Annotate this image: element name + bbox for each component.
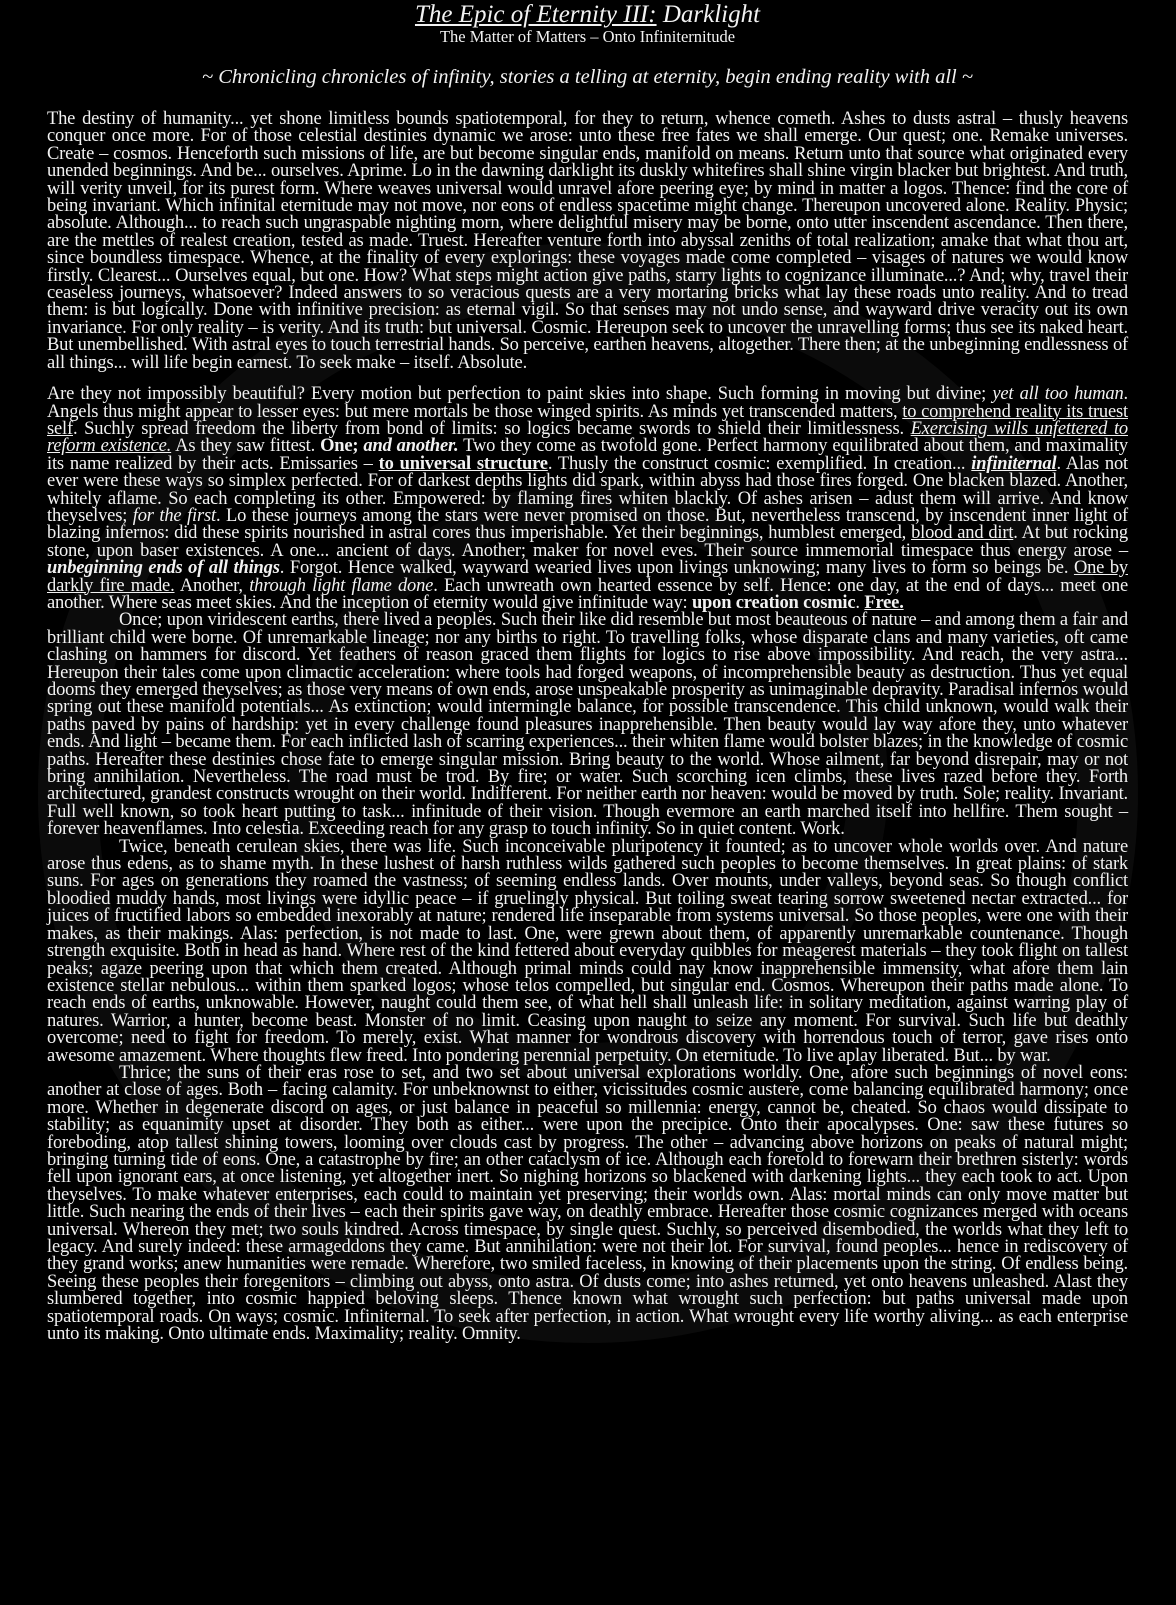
paragraph-beautiful: Are they not impossibly beautiful? Every motion but perfection to paint skies into shape. Such forming in moving but divine; yet all too human. Angels thus might appear to lesser eyes: but mere mortals be those winged spirits. As minds yet transcended matters, to comprehend reality its truest self. Suchly spread freedom the liberty from bond of limits: so logics became swords to shield their limitlessness. Exercising wills unfettered to reform existence. As they saw fittest. One; and another. Two they come as twofold gone. Perfect harmony equilibrated about them, and maximality its name realized by their acts. Emissaries – to universal structure. Thusly the construct cosmic: exemplified. In creation... infiniternal. Alas not ever were these ways so simplex perfected. For of darkest depths lights did spark, within abyss had those fires forged. One blacken blazed. Another, whitely aflame. So each completing its other. Empowered: by flaming fires whiten blackly. Of ashes arisen – adust them will arrive. And know theyselves; for the first. Lo these journeys among the stars were never promised on those. But, nevertheless transcend, by inscendent inner light of blazing infernos: did these spirits nourished in astral cores thus imperishable. Yet their beginnings, humblest emerged, blood and dirt. At but rocking stone, upon baser existences. A one... ancient of days. Another; maker for novel eves. Their source immemorial timespace thus energy arose – unbeginning ends of all things. Forgot. Hence walked, wayward wearied lives upon livings unknowing; many lives to form so beings be. One by darkly fire made. Another, through light flame done. Each unwreath own hearted essence by self. Hence: one day, at the end of days... meet one another. Where seas meet skies. And the inception of eternity would give infinitude way: upon creation cosmic. Free. Once; upon viridescent earths, there lived a peoples. Such their like did resemble but most beauteous of nature – and among them a fair and brilliant child were borne. Of unremarkable lineage; nor any births to right. To travelling folks, whose disparate clans and many varieties, oft came clashing on hammers for discord. Yet feathers of reason graced them flights for logics to rise above impossibility. And reach, the very astra... Hereupon their tales come upon climactic acceleration: where tools had forged weapons, of incomprehensible beauty as destruction. Thus yet equal dooms they emerged theyselves; as those very means of own ends, arose unspeakable prosperity as unimaginable depravity. Paradisal infernos would spring out these manifold potentials... As extinction; would intermingle balance, for possible transcendence. This child unknown, would walk their paths paved by pains of hardship: yet in every challenge found pleasures inapprehensible. Then beauty would lay way afore they, unto whatever ends. And light – became them. For each inflicted lash of scarring experiences... their whiten flame would bolster blazes; in the knowledge of cosmic paths. Hereafter these destinies chose fate to emerge singular mission. Bring beauty to the world. Whose ailment, far beyond disrepair, may or not bring annihilation. Nevertheless. The road must be trod. By fire; or water. Such scorching icen climbs, these lives razed before they. Forth architectured, grandest constructs wrought on their world. Indifferent. For neither earth nor heaven: would be moved by truth. Sole; reality. Invariant. Full well known, so took heart putting to task... infinitude of their vision. Though evermore an earth marched itself into hellfire. Them sought – forever heavenflames. Into celestia. Exceeding reach for any grasp to touch infinity. So in quiet content. Work. Twice, beneath cerulean skies, there was life. Such inconceivable pluripotency it founted; as to uncover whole worlds over. And nature arose thus edens, as to shame myth. In these lushest of harsh ruthless wilds gathered such peoples to become themselves. In great plains: of stark suns. For ages on generations they roamed the vastness; of seeming endless lands. Over mounts, under valleys, beyond seas. So though conflict bloodied muddy hands, most livings were idyllic peace – if gruelingly physical. But toiling sweat tearing sorrow sweetened nectar extracted... for juices of fructified labors so embedded inexorably at nature; rendered life inseparable from systems universal. So those peoples, were one with their makes, as their makings. Alas: perfection, is not made to last. One, were grewn about them, of apparently unremarkable countenance. Though strength exquisite. Both in head as hand. Where rest of the kind fettered about everyday quibbles for meagerest materials – they took flight on tallest peaks; agaze peering upon that which them created. Although primal minds could nay know inapprehensible immensity, what afore them lain existence stellar nebulous... within them sparked logos; whose telos compelled, but singular end. Cosmos. Whereupon their paths made alone. To reach ends of earths, unknowable. However, naught could them see, of what hell shall unleash life: in solitary meditation, against warring play of natures. Warrior, a hunter, become beast. Monster of no limit. Ceasing upon naught to seize any moment. For survival. Such life but deathly overcome; need to fight for freedom. To merely, exist. What manner for wondrous discovery with horrendous touch of terror, gave rises onto awesome amazement. Where thoughts flew freed. Into pondering perennial perpetuity. On eternitude. To live aplay liberated. But... by war. Thrice; the suns of their eras rose to set, and two set about universal explorations worldly. One, afore such beginnings of novel eons: another at close of ages. Both – facing calamity. For unbeknownst to either, vicissitudes cosmic austere, come balancing equilibrated harmony; once more. Whether in degenerate discord on ages, or just balance in peaceful so millennia: energy, cannot be, cheated. So chaos would dissipate to stability; as equanimity upset at disorder. They both as either... were upon the precipice. Onto their apocalypses. One: saw these futures so foreboding, atop tallest shining towers, looming over clouds cast by progress. The other – advancing above horizons on peaks of natural might; bringing turning tide of eons. One, a catastrophe by fire; an other cataclysm of ice. Although each foretold to forewarn their brethren sisterly: words fell upon ignorant ears, at once listening, yet altogether inert. So nighing horizons so blackened with darkening lights... they each took to act. Upon theyselves. To make whatever enterprises, each could to maintain yet preserving; their worlds own. Alas: mortal minds can only move matter but little. Such nearing the ends of their lives – each their spirits gave way, on deathly embrace. Hereafter those cosmic cognizances merged with oceans universal. Whereon they met; two souls kindred. Across timespace, by single quest. Suchly, so perceived disembodied, the worlds what they left to legacy. And surely indeed: these armageddons they came. But annihilation: were not their lot. For survival, found peoples... hence in rediscovery of they grand works; anew humanities were remade. Wherefore, two smiled faceless, in knowing of their placements upon the string. Of endless being. Seeing these peoples their foregenitors – climbing out abyss, onto astra. Of dusts come; into ashes returned, yet onto heavens unleashed. Alast they slumbered together, into cosmic happied beloving sleeps. Thence known what wrought such perfection: but paths universal made upon spatiotemporal roads. On ways; cosmic. Infiniternal. To seek after perfection, in action. What wrought every life worthy aliving... as each enterprise unto its making. Onto ultimate ends. Maximality; reality. Omnity. [47, 384, 1129, 1345]
title-series: The Epic of Eternity III: [414, 1, 657, 28]
page-subtitle: The Matter of Matters – Onto Infiniternitude [439, 27, 736, 46]
paragraph-twice: Twice, beneath cerulean skies, there was life. Such inconceivable pluripotency it founted; as to uncover whole worlds over. And nature arose thus edens, as to shame myth. In these lushest of harsh ruthless wilds gathered such peoples to become themselves. In great plains: of stark suns. For ages on generations they roamed the vastness; of seeming endless lands. Over mounts, under valleys, beyond seas. So though conflict bloodied muddy hands, most livings were idyllic peace – if gruelingly physical. But toiling sweat tearing sorrow sweetened nectar extracted... for juices of fructified labors so embedded inexorably at nature; rendered life inseparable from systems universal. So those peoples, were one with their makes, as their makings. Alas: perfection, is not made to last. One, were grewn about them, of apparently unremarkable countenance. Though strength exquisite. Both in head as hand. Where rest of the kind fettered about everyday quibbles for meagerest materials – they took flight on tallest peaks; agaze peering upon that which them created. Although primal minds could nay know inapprehensible immensity, what afore them lain existence stellar nebulous... within them sparked logos; whose telos compelled, but singular end. Cosmos. Whereupon their paths made alone. To reach ends of earths, unknowable. However, naught could them see, of what hell shall unleash life: in solitary meditation, against warring play of natures. Warrior, a hunter, become beast. Monster of no limit. Ceasing upon naught to seize any moment. For survival. Such life but deathly overcome; need to fight for freedom. To merely, exist. What manner for wondrous discovery with horrendous touch of terror, gave rises onto awesome amazement. Where thoughts flew freed. Into pondering perennial perpetuity. On eternitude. To live aplay liberated. But... by war. [47, 836, 1128, 1066]
page-tagline: ~ Chronicling chronicles of infinity, stories a telling at eternity, begin ending reality with all ~ [202, 66, 973, 88]
paragraph-thrice: Thrice; the suns of their eras rose to set, and two set about universal explorations worldly. One, afore such beginnings of novel eons: another at close of ages. Both – facing calamity. For unbeknownst to either, vicissitudes cosmic austere, come balancing equilibrated harmony; once more. Whether in degenerate discord on ages, or just balance in peaceful so millennia: energy, cannot be, cheated. So chaos would dissipate to stability; as equanimity upset at disorder. They both as either... were upon the precipice. Onto their apocalypses. One: saw these futures so foreboding, atop tallest shining towers, looming over clouds cast by progress. The other – advancing above horizons on peaks of natural might; bringing turning tide of eons. One, a catastrophe by fire; an other cataclysm of ice. Although each foretold to forewarn their brethren sisterly: words fell upon ignorant ears, at once listening, yet altogether inert. So nighing horizons so blackened with darkening lights... they each took to act. Upon theyselves. To make whatever enterprises, each could to maintain yet preserving; their worlds own. Alas: mortal minds can only move matter but little. Such nearing the ends of their lives – each their spirits gave way, on deathly embrace. Hereafter those cosmic cognizances merged with oceans universal. Whereon they met; two souls kindred. Across timespace, by single quest. Suchly, so perceived disembodied, the worlds what they left to legacy. And surely indeed: these armageddons they came. But annihilation: were not their lot. For survival, found peoples... hence in rediscovery of they grand works; anew humanities were remade. Wherefore, two smiled faceless, in knowing of their placements upon the string. Of endless being. Seeing these peoples their foregenitors – climbing out abyss, onto astra. Of dusts come; into ashes returned, yet onto heavens unleashed. Alast they slumbered together, into cosmic happied beloving sleeps. Thence known what wrought such perfection: but paths universal made upon spatiotemporal roads. On ways; cosmic. Infiniternal. To seek after perfection, in action. What wrought every life worthy aliving... as each enterprise unto its making. Onto ultimate ends. Maximality; reality. Omnity. [47, 1062, 1128, 1345]
paragraph-prologue: The destiny of humanity... yet shone limitless bounds spatiotemporal, for they to return, whence cometh. Ashes to dusts astral – thusly heavens conquer once more. For of those celestial destinies dynamic we arose: unto these free fates we shall emerge. Our quest; one. Remake universes. Create – cosmos. Henceforth such missions of life, are but become singular ends, manifold on means. Return unto that source what originated every unended beginnings. And be... ourselves. Aprime. Lo in the dawning darklight its duskly whitefires shall shine virgin blacker but brightest. And truth, will verity unveil, for its purest form. Where weaves universal would unravel afore peering eye; by mind in matter a logos. Thence: find the core of being invariant. Which infinital eternitude may not move, nor eons of endless spacetime might change. Thereupon uncovered alone. Reality. Physic; absolute. Although... to reach such ungraspable nighting morn, where delightful misery may be borne, onto utter inscendent ascendance. Then there, are the mettles of realest creation, tested as made. Truest. Hereafter venture forth into abyssal zeniths of total realization; amake that what thou art, since boundless timespace. Whence, at the finality of every explorings: these voyages made come completed – visages of natures we would know firstly. Clearest... Ourselves equal, but one. How? What steps might action give paths, starry lights to cognizance illuminate...? And; why, travel their ceaseless journeys, whatsoever? Indeed answers to so veracious quests are a very mortaring bricks what lay these roads unto reality. And to tread them: is but logically. Done with infinitive precision: as eternal vigil. So that senses may not undo sense, and wayward drive veracity out its own invariance. For only reality – is verity. And its truth: but universal. Cosmic. Hereupon seek to uncover the unravelling forms; thus see its naked heart. But unembellished. With astral eyes to touch terrestrial hands. So perceive, earthen heavens, altogether. There then; at the unbeginning endlessness of all things... will life begin earnest. To seek make – itself. Absolute. [47, 109, 1128, 373]
page-title [47, 0, 1128, 28]
title-name: Darklight [662, 1, 761, 28]
document-header [47, 0, 1128, 89]
paragraph-once: Once; upon viridescent earths, there lived a peoples. Such their like did resemble but most beauteous of nature – and among them a fair and brilliant child were borne. Of unremarkable lineage; nor any births to right. To travelling folks, whose disparate clans and many varieties, oft came clashing on hammers for discord. Yet feathers of reason graced them flights for logics to rise above impossibility. And reach, the very astra... Hereupon their tales come upon climactic acceleration: where tools had forged weapons, of incomprehensible beauty as destruction. Thus yet equal dooms they emerged theyselves; as those very means of own ends, arose unspeakable prosperity as unimaginable depravity. Paradisal infernos would spring out these manifold potentials... As extinction; would intermingle balance, for possible transcendence. This child unknown, would walk their paths paved by pains of hardship: yet in every challenge found pleasures inapprehensible. Then beauty would lay way afore they, unto whatever ends. And light – became them. For each inflicted lash of scarring experiences... their whiten flame would bolster blazes; in the knowledge of cosmic paths. Hereafter these destinies chose fate to emerge singular mission. Bring beauty to the world. Whose ailment, far beyond disrepair, may or not bring annihilation. Nevertheless. The road must be trod. By fire; or water. Such scorching icen climbs, these lives razed before they. Forth architectured, grandest constructs wrought on their world. Indifferent. For neither earth nor heaven: would be moved by truth. Sole; reality. Invariant. Full well known, so took heart putting to task... infinitude of their vision. Though evermore an earth marched itself into hellfire. Them sought – forever heavenflames. Into celestia. Exceeding reach for any grasp to touch infinity. So in quiet content. Work. [47, 610, 1128, 840]
